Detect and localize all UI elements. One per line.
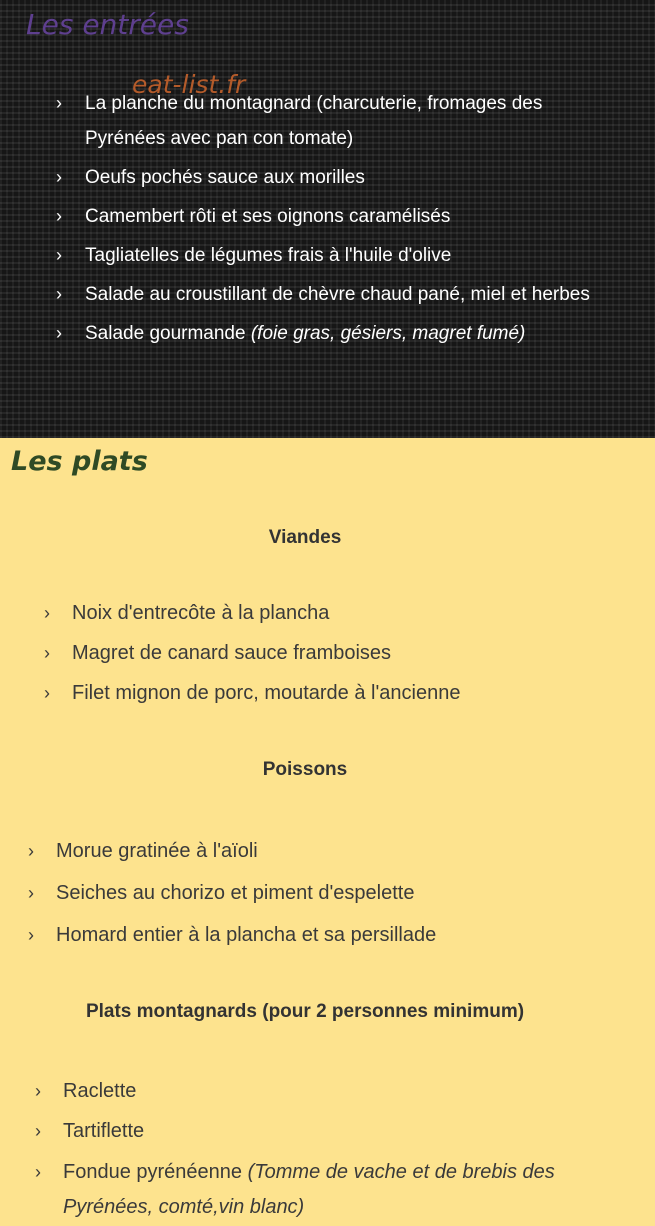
item-text: La planche du montagnard (charcuterie, fromages des Pyrénées avec pan con tomate) (85, 93, 543, 149)
chevron-right-icon: › (35, 1162, 41, 1182)
chevron-right-icon: › (44, 603, 50, 623)
entrees-section (0, 0, 655, 438)
list-item (56, 160, 616, 195)
item-text: Camembert rôti et ses oignons caramélisés (85, 206, 451, 227)
poissons-list (28, 836, 628, 962)
chevron-right-icon: › (35, 1121, 41, 1141)
montagnards-list (35, 1075, 615, 1225)
list-item (56, 316, 616, 351)
item-note: (foie gras, gésiers, magret fumé) (250, 323, 526, 344)
section-heading-montagnards: Plats montagnards (pour 2 personnes minimum) (85, 1001, 525, 1022)
chevron-right-icon: › (56, 167, 62, 187)
list-item (44, 679, 624, 708)
chevron-right-icon: › (56, 245, 62, 265)
section-heading-poissons: Poissons (262, 759, 348, 780)
item-text: Homard entier à la plancha et sa persillade (56, 924, 437, 946)
chevron-right-icon: › (44, 683, 50, 703)
list-item (44, 639, 624, 668)
section-heading-viandes: Viandes (268, 527, 342, 548)
list-item (28, 878, 628, 908)
item-text: Morue gratinée à l'aïoli (56, 840, 258, 862)
item-text: Seiches au chorizo et piment d'espelette (56, 882, 415, 904)
entrees-list (56, 86, 616, 355)
chevron-right-icon: › (56, 284, 62, 304)
plats-section (0, 438, 655, 1226)
item-text: Noix d'entrecôte à la plancha (72, 602, 330, 624)
plats-title: Les plats (11, 446, 148, 477)
viandes-list (44, 599, 624, 719)
list-item (28, 920, 628, 950)
chevron-right-icon: › (44, 643, 50, 663)
chevron-right-icon: › (56, 93, 62, 113)
list-item (56, 277, 616, 312)
item-text: Tagliatelles de légumes frais à l'huile d'olive (85, 245, 452, 266)
list-item (56, 238, 616, 273)
chevron-right-icon: › (28, 925, 34, 945)
item-text: Oeufs pochés sauce aux morilles (85, 167, 365, 188)
item-text: Fondue pyrénéenne (63, 1161, 248, 1183)
item-text: Tartiflette (63, 1120, 145, 1142)
item-text: Raclette (63, 1080, 137, 1102)
list-item (28, 836, 628, 866)
chevron-right-icon: › (56, 323, 62, 343)
list-item (35, 1075, 615, 1108)
chevron-right-icon: › (35, 1081, 41, 1101)
entrees-title: Les entrées (26, 8, 189, 41)
list-item (35, 1115, 615, 1148)
chevron-right-icon: › (56, 206, 62, 226)
list-item (44, 599, 624, 628)
chevron-right-icon: › (28, 883, 34, 903)
chevron-right-icon: › (28, 841, 34, 861)
item-text: Filet mignon de porc, moutarde à l'ancienne (72, 682, 461, 704)
item-note: (Tomme de vache et de brebis des Pyrénées, comté,vin blanc) (63, 1161, 555, 1218)
watermark: eat-list.fr (132, 70, 246, 99)
item-text: Salade gourmande (85, 323, 251, 344)
item-text: Magret de canard sauce framboises (72, 642, 392, 664)
list-item (35, 1155, 615, 1225)
item-text: Salade au croustillant de chèvre chaud pané, miel et herbes (85, 284, 590, 305)
list-item (56, 199, 616, 234)
